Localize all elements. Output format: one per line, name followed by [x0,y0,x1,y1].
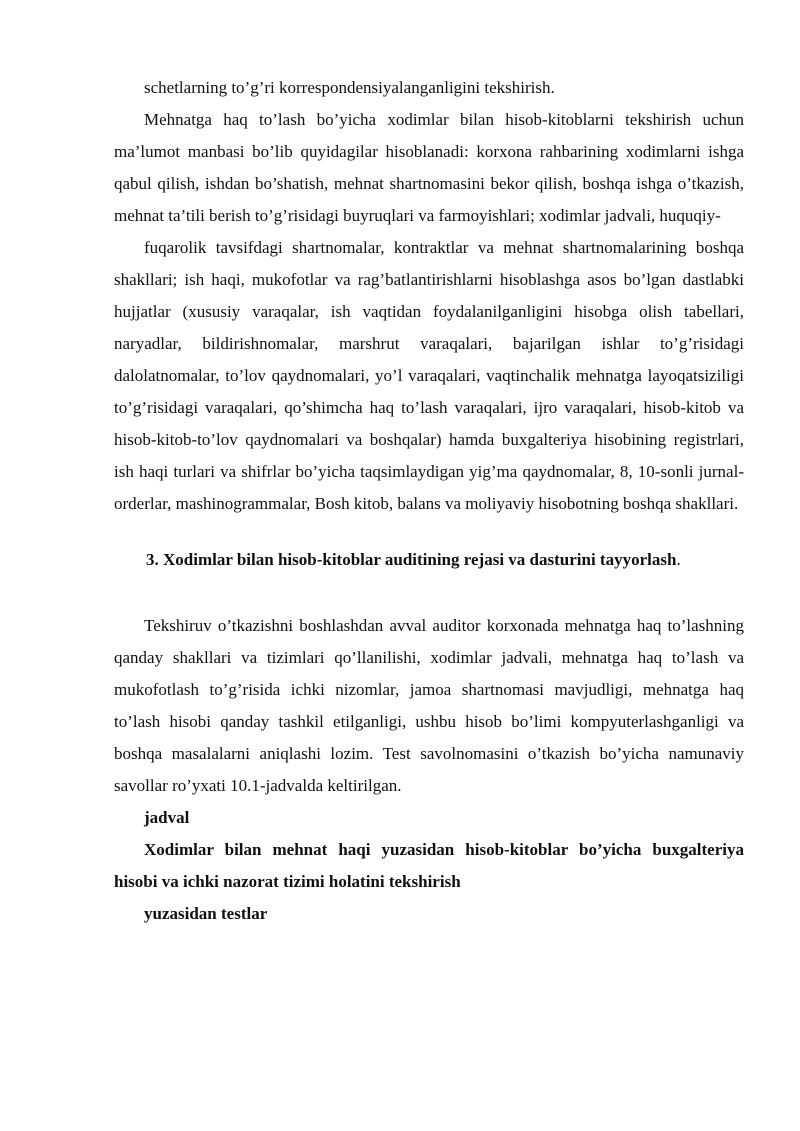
paragraph-2: Mehnatga haq to’lash bo’yicha xodimlar bilan hisob-kitoblarni tekshirish uchun ma’lumot manbasi bo’lib quyidagilar hisoblanadi: korxona rahbarining xodimlarni ishga qabul qilish, ishdan bo’shatish, mehnat shartnomasini bekor qilish, boshqa ishga o’tkazish, mehnat ta’tili berish to’g’risidagi buyruqlari va farmoyishlari; xodimlar jadvali, huquqiy- [114,110,744,225]
body-paragraph: Tekshiruv o’tkazishni boshlashdan avval auditor korxonada mehnatga haq to’lashning qanday shakllari va tizimlari qo’llanilishi, xodimlar jadvali, mehnatga haq to’lash va mukofotlash to’g’risida ichki nizomlar, jamoa shartnomasi mavjudligi, mehnatga haq to’lash hisobi qanday tashkil etilganligi, ushbu hisob bo’limi kompyuterlashganligi va boshqa masalalarni aniqlashi lozim. Test savolnomasini o’tkazish bo’yicha namunaviy savollar ro’yxati 10.1-jadvalda keltirilgan. [114,616,744,795]
section-heading-period: . [676,550,681,569]
table-title: Xodimlar bilan mehnat haqi yuzasidan hisob-kitoblar bo’yicha buxgalteriya hisobi va ichki nazorat tizimi holatini tekshirish [114,840,744,891]
section-heading-part-3: isob-kitoblar auditining rejasi va dasturini tayyorlash [287,550,677,569]
paragraph-3: fuqarolik tavsifdagi shartnomalar, kontraktlar va mehnat shartnomalarining boshqa shakllari; ish haqi, mukofotlar va rag’batlantirishlarni hisoblashga asos bo’lgan dastlabki hujjatlar (xususiy varaqalar, ish vaqtidan foydalanilganligini hisobga olish tabellari, naryadlar, bildirishnomalar, marshrut varaqalari, bajarilgan ishlar to’g’risidagi dalolatnomalar, to’lov qaydnomalari, yo’l varaqalari, vaqtinchalik mehnatga layoqatsiziligi to’g’risidagi varaqalari, qo’shimcha haq to’lash varaqalari, ijro varaqalari, hisob-kitob va hisob-kitob-to’lov qaydnomalari va boshqalar) hamda buxgalteriya hisobining registrlari, ish haqi turlari va shifrlar bo’yicha taqsimlaydigan yig’ma qaydnomalar, 8, 10-sonli jurnal-orderlar, mashinogrammalar, Bosh kitob, balans va moliyaviy hisobotning boshqa shakllari. [114,238,744,513]
section-heading-part-2: h [277,550,288,569]
table-title-continued: yuzasidan testlar [144,904,268,923]
document-body [114,72,744,930]
paragraph-1: schetlarning to’g’ri korrespondensiyalanganligini tekshirish. [144,78,555,97]
table-label: jadval [144,808,190,827]
section-heading-part-1: 3. Xodimlar bilan [146,550,278,569]
section-heading [114,544,744,576]
